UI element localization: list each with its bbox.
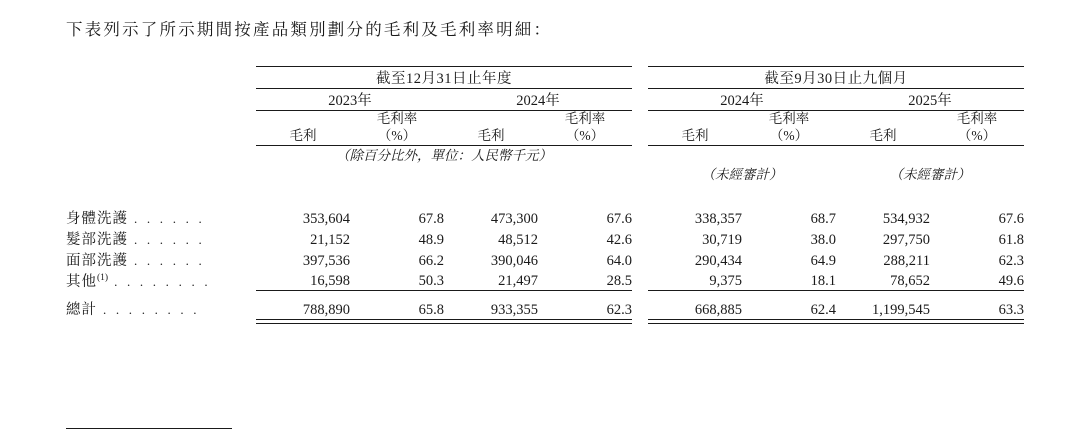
rule-cell: [930, 291, 1024, 299]
empty-cell: [66, 89, 256, 111]
group-header-annual: 截至12月31日止年度: [256, 67, 632, 89]
cell-value: 16,598: [310, 273, 350, 290]
cell-value: 49.6: [998, 273, 1024, 290]
subheader-gross-profit-2024n: [648, 111, 742, 146]
cell-value: 338,357: [694, 210, 742, 227]
cell-value: 390,046: [490, 252, 538, 269]
table-row: [66, 270, 1024, 291]
rule-cell: [538, 291, 632, 299]
cell-value: 68.7: [810, 210, 836, 227]
empty-cell: [66, 165, 256, 185]
footnote-separator: [66, 428, 232, 429]
total-value: 62.3: [606, 301, 632, 318]
cell-value: 61.8: [998, 231, 1024, 248]
empty-cell: [256, 165, 632, 185]
column-gap: [632, 319, 648, 323]
cell-value: 9,375: [709, 273, 742, 290]
cell-value: 21,152: [310, 231, 350, 248]
rule-cell: [648, 319, 742, 323]
row-label-text: 面部洗護: [66, 252, 128, 269]
rule-cell: [350, 319, 444, 323]
cell-value: 64.0: [606, 252, 632, 269]
total-value: 1,199,545: [872, 301, 930, 318]
rule-cell: [742, 291, 836, 299]
row-label-text: 身體洗護: [66, 210, 128, 227]
subheader-line2: （%）: [565, 127, 605, 143]
table-group-header-row: [66, 67, 1024, 89]
table-row: [66, 207, 1024, 228]
column-gap: [632, 291, 648, 299]
cell-value: 42.6: [606, 231, 632, 248]
subheader-line1: 毛利率: [564, 111, 606, 126]
leader-dots: . . . . . . . .: [103, 302, 200, 318]
cell-value: 67.6: [998, 210, 1024, 227]
table-row: [66, 228, 1024, 249]
gross-profit-table-container: [66, 66, 1024, 324]
rule-cell: [256, 291, 350, 299]
table-unaudited-note-row: [66, 165, 1024, 185]
total-value: 933,355: [490, 301, 538, 318]
row-label-text: 其他: [66, 273, 97, 290]
cell-value: 62.3: [998, 252, 1024, 269]
unaudited-note-2024: （未經審計）: [701, 167, 783, 183]
cell-value: 48.9: [418, 231, 444, 248]
total-value: 63.3: [998, 301, 1024, 318]
year-header-2024-annual: 2024年: [444, 89, 632, 111]
cell-value: 473,300: [490, 210, 538, 227]
year-header-2024-nine-months: 2024年: [648, 89, 836, 111]
empty-cell: [66, 319, 256, 323]
cell-value: 28.5: [606, 273, 632, 290]
column-gap: [632, 89, 648, 111]
rule-cell: [256, 319, 350, 323]
subheader-gross-profit-2024a: [444, 111, 538, 146]
empty-cell: [66, 291, 256, 299]
empty-cell: [66, 67, 256, 89]
column-gap: [632, 228, 648, 249]
cell-value: 21,497: [498, 273, 538, 290]
column-gap: [632, 249, 648, 270]
row-label-others: [66, 270, 256, 291]
cell-value: 288,211: [883, 252, 930, 269]
column-gap: [632, 111, 648, 146]
subheader-gross-profit-2025n: [836, 111, 930, 146]
subheader-line1: 毛利: [477, 127, 505, 143]
leader-dots: . . . . . .: [134, 231, 205, 247]
rule-cell: [930, 319, 1024, 323]
column-gap: [632, 67, 648, 89]
row-label-body-care: [66, 207, 256, 228]
table-row: [66, 249, 1024, 270]
empty-cell: [66, 111, 256, 146]
empty-cell: [66, 145, 256, 165]
cell-value: 353,604: [302, 210, 350, 227]
row-label-text: 髮部洗護: [66, 231, 128, 248]
total-value: 65.8: [418, 301, 444, 318]
row-label-hair-care: [66, 228, 256, 249]
cell-value: 67.6: [606, 210, 632, 227]
rule-cell: [350, 291, 444, 299]
cell-value: 78,652: [890, 273, 930, 290]
year-header-2023: 2023年: [256, 89, 444, 111]
row-label-face-care: [66, 249, 256, 270]
year-header-2025-nine-months: 2025年: [836, 89, 1024, 111]
table-sub-header-row: [66, 111, 1024, 146]
rule-cell: [836, 291, 930, 299]
cell-value: 67.8: [418, 210, 444, 227]
column-gap: [632, 270, 648, 291]
rule-cell: [836, 319, 930, 323]
subheader-gross-margin-2024n: [742, 111, 836, 146]
cell-value: 397,536: [302, 252, 350, 269]
cell-value: 64.9: [810, 252, 836, 269]
leader-dots: . . . . . .: [134, 210, 205, 226]
table-year-header-row: [66, 89, 1024, 111]
cell-value: 290,434: [694, 252, 742, 269]
unit-note: （除百分比外，單位：人民幣千元）: [336, 147, 552, 163]
table-total-row: [66, 298, 1024, 319]
subheader-gross-profit-2023: [256, 111, 350, 146]
subheader-gross-margin-2025n: [930, 111, 1024, 146]
cell-value: 38.0: [810, 231, 836, 248]
subheader-line1: 毛利率: [956, 111, 998, 126]
column-gap: [632, 165, 648, 185]
subheader-line1: 毛利率: [376, 111, 418, 126]
cell-value: 297,750: [882, 231, 930, 248]
cell-value: 534,932: [882, 210, 930, 227]
cell-value: 48,512: [498, 231, 538, 248]
total-value: 668,885: [694, 301, 742, 318]
rule-cell: [742, 319, 836, 323]
table-unit-note-row: [66, 145, 1024, 165]
subheader-gross-margin-2024a: [538, 111, 632, 146]
subheader-line2: （%）: [377, 127, 417, 143]
subheader-line1: 毛利: [289, 127, 317, 143]
empty-cell: [648, 145, 1024, 165]
row-label-text: 總計: [66, 302, 97, 319]
column-gap: [632, 145, 648, 165]
subheader-line2: （%）: [769, 127, 809, 143]
subtotal-rule-row: [66, 291, 1024, 299]
row-label-total: [66, 298, 256, 319]
subheader-line1: 毛利: [869, 127, 897, 143]
leader-dots: . . . . . . . .: [114, 273, 211, 289]
total-double-rule-row: [66, 319, 1024, 323]
subheader-line1: 毛利: [681, 127, 709, 143]
rule-cell: [538, 319, 632, 323]
cell-value: 50.3: [418, 273, 444, 290]
group-header-nine-months: 截至9月30日止九個月: [648, 67, 1024, 89]
spacer-cell: [66, 185, 1024, 207]
subheader-line1: 毛利率: [768, 111, 810, 126]
subheader-line2: （%）: [957, 127, 997, 143]
total-value: 788,890: [302, 301, 350, 318]
unaudited-note-2025: （未經審計）: [889, 167, 971, 183]
rule-cell: [444, 319, 538, 323]
rule-cell: [444, 291, 538, 299]
total-value: 62.4: [810, 301, 836, 318]
column-gap: [632, 207, 648, 228]
subheader-gross-margin-2023: [350, 111, 444, 146]
column-gap: [632, 298, 648, 319]
gross-profit-table: [66, 66, 1024, 324]
cell-value: 18.1: [810, 273, 836, 290]
cell-value: 66.2: [418, 252, 444, 269]
footnote-marker: (1): [97, 273, 109, 284]
leader-dots: . . . . . .: [134, 252, 205, 268]
spacer-row: [66, 185, 1024, 207]
rule-cell: [648, 291, 742, 299]
intro-paragraph: 下表列示了所示期間按產品類別劃分的毛利及毛利率明細：: [66, 20, 553, 39]
cell-value: 30,719: [702, 231, 742, 248]
